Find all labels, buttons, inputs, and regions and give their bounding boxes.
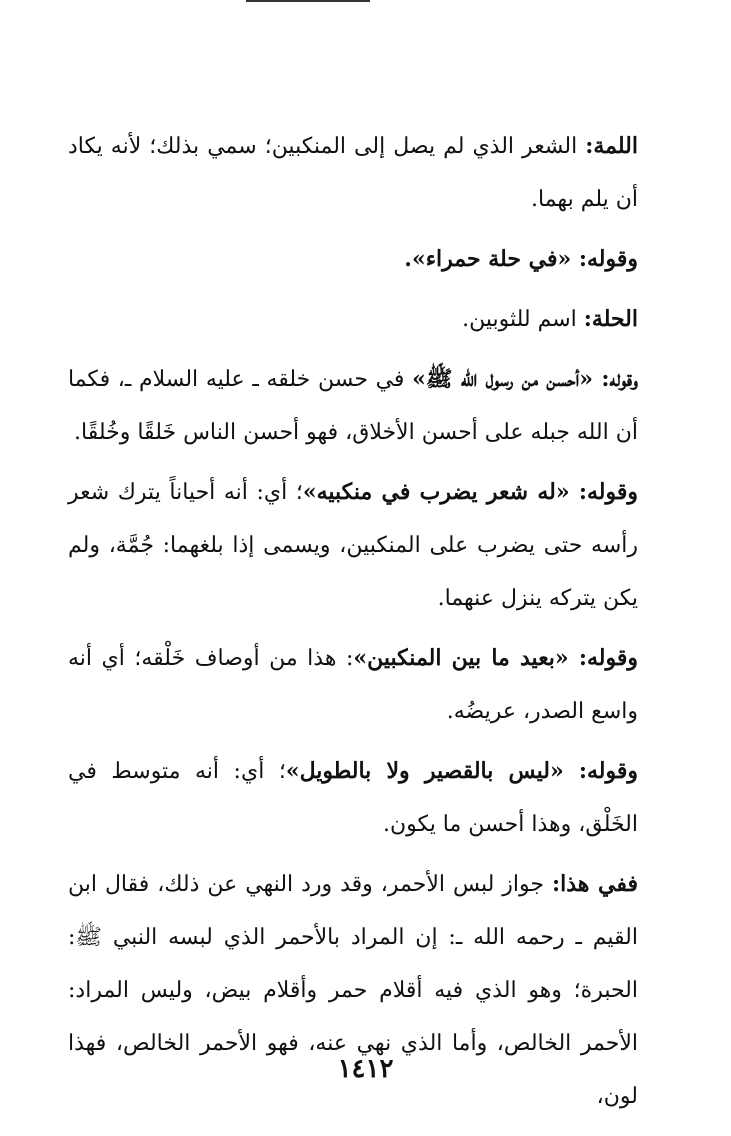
paragraph-text: جواز لبس الأحمر، وقد ورد النهي عن ذلك، فقال ابن القيم ـ رحمه الله ـ: إن المراد بالأحمر الذي لبسه النبي ﷺ: الحبرة؛ وهو الذي فيه أقلام حمر وأقلام بيض، وليس المراد: الأحمر الخالص، وأما الذي نهي عنه، فهو الأحمر الخالص، فهذا لون، — [68, 872, 638, 1109]
paragraph-lead: ففي هذا: — [551, 871, 638, 897]
paragraph-text: الشعر الذي لم يصل إلى المنكبين؛ سمي بذلك؛ لأنه يكاد أن يلم بهما. — [68, 134, 638, 212]
paragraph-lead: وقوله: — [578, 479, 638, 505]
paragraph-quote: «ليس بالقصير ولا بالطويل» — [285, 758, 579, 784]
page-body — [68, 120, 638, 1130]
paragraph-lead: وقوله: — [578, 645, 638, 671]
paragraph-lead: وقوله: — [578, 758, 639, 784]
paragraph-lead: وقوله: — [578, 246, 638, 272]
paragraph-lead: وقوله: — [601, 366, 638, 392]
paragraph — [68, 293, 638, 346]
paragraph — [68, 745, 638, 851]
page-number: ١٤١٢ — [337, 1054, 394, 1084]
paragraph-quote: «في حلة حمراء». — [404, 246, 579, 272]
paragraph — [68, 120, 638, 226]
paragraph-lead: الحلة: — [583, 306, 638, 332]
paragraph-text: ؛ أي: أنه أحياناً يترك شعر رأسه حتى يضرب على المنكبين، ويسمى إذا بلغهما: جُمَّة، ولم يكن يتركه ينزل عنهما. — [68, 480, 638, 611]
paragraph — [68, 466, 638, 625]
header-rule — [246, 0, 370, 6]
paragraph — [68, 632, 638, 738]
paragraph-quote: «بعيد ما بين المنكبين» — [353, 645, 579, 671]
paragraph-text: ؛ أي: أنه متوسط في الخَلْق، وهذا أحسن ما يكون. — [68, 759, 638, 837]
paragraph-text: اسم للثوبين. — [462, 307, 584, 332]
paragraph — [68, 233, 638, 286]
paragraph — [68, 353, 638, 459]
paragraph-text: في حسن خلقه ـ عليه السلام ـ، فكما أن الله جبله على أحسن الأخلاق، فهو أحسن الناس خَلقًا وخُلقًا. — [68, 367, 638, 445]
paragraph-lead: اللمة: — [585, 133, 638, 159]
paragraph-quote: «أحسن من رسول الله ﷺ» — [412, 366, 602, 392]
paragraph-text: : هذا من أوصاف خَلْقه؛ أي أنه واسع الصدر، عريضُه. — [68, 646, 638, 724]
paragraph-quote: «له شعر يضرب في منكبيه» — [302, 479, 579, 505]
